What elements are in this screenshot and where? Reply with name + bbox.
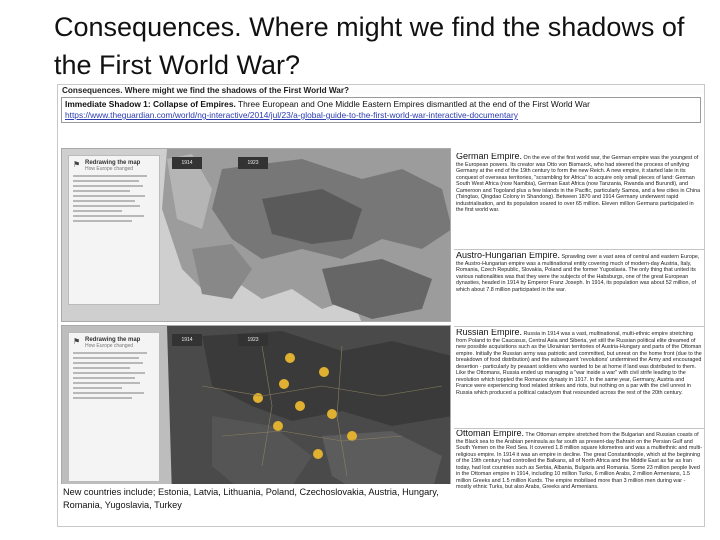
- empire-heading: Russian Empire.: [456, 329, 523, 337]
- austro-hungarian-empire-section: [456, 252, 702, 324]
- year-1914-button[interactable]: 1914: [172, 334, 202, 346]
- intro-lead: Immediate Shadow 1: Collapse of Empires.: [65, 99, 236, 109]
- empire-heading: German Empire.: [456, 153, 523, 161]
- map-legend-panel: [68, 155, 160, 305]
- document-header: [58, 85, 705, 95]
- map-europe-1914: [61, 148, 451, 322]
- guardian-link[interactable]: https://www.theguardian.com/world/ng-interactive/2014/jul/23/a-global-guide-to-the-first-world-war-interactive-documentary: [65, 110, 518, 120]
- empire-text: The Ottoman empire stretched from the Bulgarian and Russian coasts of the Black sea to the Arabian peninsula as far south as present-day Bahrain on the Persian Gulf and South Yemen on the Red Sea. It covered 1.8 million square kilometres and was a multiethnic and multi-religious empire. In 1914 it was an empire in decline. The great Constantinople, which at the beginning of the 19th century had controlled the Balkans, all of North Africa and the Middle East as far as Iran today, had lost countries such as Serbia, Albania, Bulgaria and Romania. Some 23 million people lived in the Ottoman empire in 1914, including 10 million Turks, 6 million Arabs, 2 million Armenians, 1.5 million Greeks and 1.5 million Kurds. The empire mobilised more than 3 million men during war - mostly ethnic Turks, but also Arabs, Greeks and Armenians.: [456, 432, 702, 490]
- empire-heading: Ottoman Empire.: [456, 430, 525, 438]
- panel-title: Redrawing the map: [85, 160, 141, 166]
- empire-text: On the eve of the first world war, the German empire was the youngest of the European powers. Its creator was Otto von Bismarck, who had steered the process of unifying Germany at the end of the 19th century to form the new Reich. A new empire, it started late in its conquest of overseas territories, "scrambling for Africa" to acquire only small pieces of land: German South West Africa (now Namibia), German East Africa (now Tanzania, Rwanda and Burundi), and Cameroon and Togoland plus a few islands in the Pacific, particularly Samoa, and a few cities in China (Tsingtao, Qingdao Colony in Shandong). Between 1870 and 1914 Germany underwent rapid industrialisation, and its population soared to over 65 million. Eleven million Germans participated in the first world war.: [456, 155, 701, 213]
- divider: [454, 326, 704, 327]
- empire-text: Sprawling over a vast area of central and eastern Europe, the Austro-Hungarian empire was a multinational entity covering much of modern-day Austria, Italy, Romania, Czech Republic, Slovakia, Poland and the former Yugoslavia. The only thing that united its various nationalities was that they were the subjects of the Habsburgs, one of the great European dynasties, headed in 1914 by Emperor Franz Joseph. In 1914, its population was about 52 million, of which about 7.8 million participated in the war.: [456, 254, 700, 293]
- pin-icon: ⚑: [73, 337, 81, 346]
- intro-box: [61, 97, 701, 123]
- year-1923-button[interactable]: 1923: [238, 334, 268, 346]
- empire-heading: Austro-Hungarian Empire.: [456, 252, 561, 260]
- panel-subtitle: How Europe changed: [85, 166, 134, 172]
- divider: [454, 428, 704, 429]
- ottoman-empire-section: [456, 430, 702, 526]
- empire-text: Russia in 1914 was a vast, multinational, multi-ethnic empire stretching from Poland to the Caucasus, Central Asia and Siberia, yet still the Russian political elite dreamed of new possible acquisitions such as the Ukrainian territories of Austria-Hungary and parts of the Ottoman empire. Initially the Russian army was patriotic and committed, but unrest on the home front (due to the breakdown of food distribution) and the subsequent 'revolutions' undermined the Army and encouraged desertion - particularly by peasant soldiers who wanted to be at home if land was distributed to them. Like the Ottomans, Russia ended up managing a "war inside a war" with civil strife leading to the revolution which toppled the Romanov dynasty in 1917. In the same year, Germany, Austria and France were experiencing food related strikes and riots, but nothing on a par with the civil unrest in Russia which produced a political cataclysm that resounded across the rest of the 20th century.: [456, 331, 702, 396]
- map-europe-1923: [61, 325, 451, 495]
- russian-empire-section: [456, 329, 702, 427]
- intro-text: Three European and One Middle Eastern Empires dismantled at the end of the First World War: [235, 99, 590, 109]
- panel-subtitle: How Europe changed: [85, 343, 134, 349]
- new-countries-text: New countries include; Estonia, Latvia, Lithuania, Poland, Czechoslovakia, Austria, Hungary, Romania, Yugoslavia, Turkey: [61, 484, 451, 526]
- pin-icon: ⚑: [73, 160, 81, 169]
- panel-title: Redrawing the map: [85, 337, 141, 343]
- document-heading: Consequences. Where might we find the shadows of the First World War?: [62, 86, 350, 95]
- map-legend-panel: [68, 332, 160, 482]
- embedded-document: [57, 84, 705, 527]
- divider: [454, 249, 704, 250]
- year-1923-button[interactable]: 1923: [238, 157, 268, 169]
- year-1914-button[interactable]: 1914: [172, 157, 202, 169]
- german-empire-section: [456, 153, 702, 247]
- slide-title: Consequences. Where might we find the shadows of the First World War?: [54, 12, 685, 80]
